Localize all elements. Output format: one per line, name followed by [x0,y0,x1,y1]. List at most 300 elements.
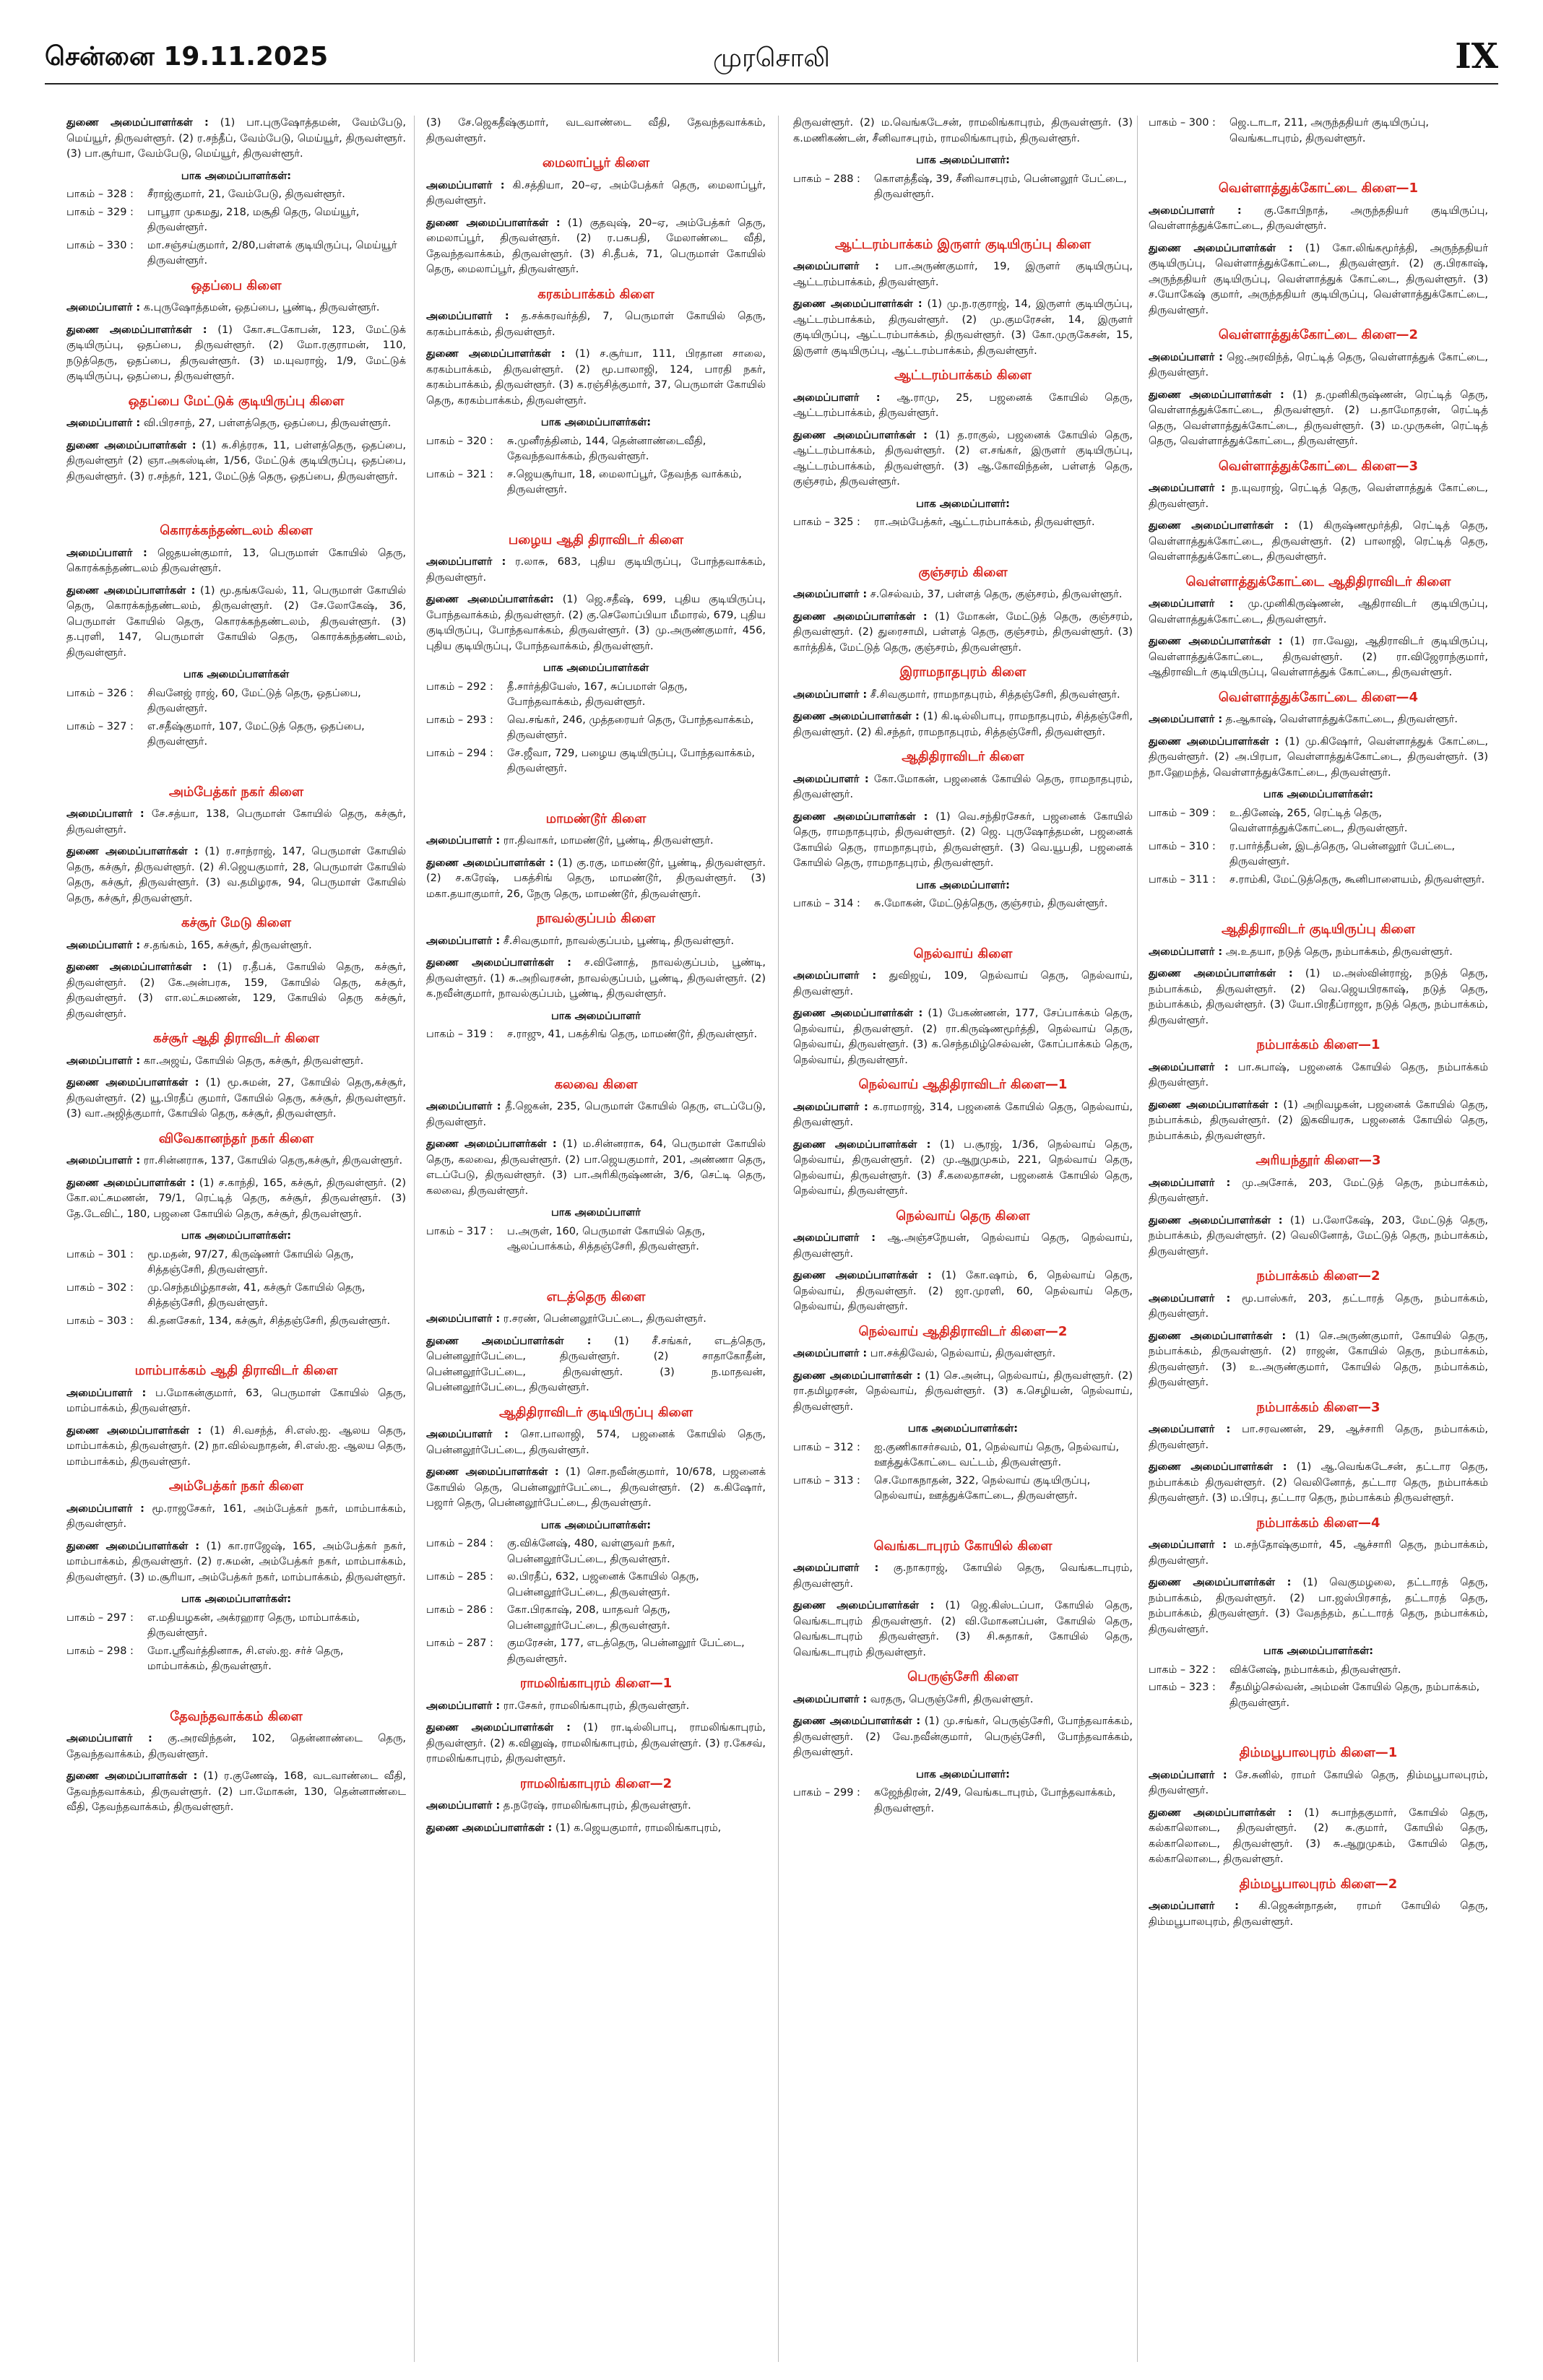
office-bearer-paragraph [1149,519,1488,566]
role-label: துணை அமைப்பாளர்கள் : [66,117,209,129]
booth-entry [1149,116,1488,147]
branch-heading: இராமநாதபுரம் கிளை [899,665,1026,680]
role-label: துணை அமைப்பாளர்கள் : [426,957,571,969]
office-bearer-paragraph [426,934,766,950]
role-label: அமைப்பாளர் : [793,688,868,701]
booth-details: கு.விக்னேஷ், 480, வள்ளுவர் நகர், பென்னலூர்பேட்டை, திருவள்ளூர். [507,1538,675,1565]
role-label: அமைப்பாளர் : [426,311,509,322]
booth-entry [66,238,406,269]
office-bearer-paragraph [793,297,1133,359]
office-bearer-paragraph [1149,1098,1488,1145]
role-label: துணை அமைப்பாளர்கள் : [426,857,554,869]
booth-entry [426,1536,766,1567]
names-text: பா.சக்திவேல், நெல்வாய், திருவள்ளூர். [867,1348,1056,1359]
office-bearer-paragraph [66,416,406,432]
booth-details: கோ.பிரகாஷ், 208, யாதவர் தெரு, பென்னலூர்பேட்டை, திருவள்ளூர். [507,1604,670,1632]
office-bearer-paragraph [793,1692,1133,1708]
branch-heading: ஆதிதிராவிடர் குடியிருப்பு கிளை [1222,922,1415,937]
office-bearer-paragraph [426,1427,766,1458]
names-text: ச.தங்கம், 165, கச்சூர், திருவள்ளூர். [140,939,312,951]
office-bearer-paragraph [426,309,766,340]
role-label: அமைப்பாளர் : [66,1387,147,1399]
booth-subheading: பாக அமைப்பாளர்கள் [183,669,290,680]
branch-section [426,1405,766,1668]
role-label: துணை அமைப்பாளர்கள் : [66,1424,202,1437]
section-spacer [1149,149,1488,172]
booth-entry [1149,839,1488,870]
section-spacer [1149,890,1488,913]
role-label: துணை அமைப்பாளர்கள் : [66,1177,195,1189]
branch-section [66,1131,406,1330]
role-label: அமைப்பாளர் : [66,1733,152,1744]
branch-section [793,533,1133,657]
booth-entry [426,713,766,744]
branch-section [66,278,406,385]
booth-entry [793,896,1133,912]
booth-entry [426,680,766,711]
names-text: (1) சு.சித்ரரசு, 11, பள்ளத்தெரு, ஒதப்பை, திருவள்ளூர் (2) ஞா.அகஸ்டின், 1/56, மேட்டுக் குடியிருப்பு, ஒதப்பை, திருவள்ளூர். (3) ர.சந்தர், 121, மேட்டுத் தெரு, ஒதப்பை, திருவள்ளூர். [66,439,407,483]
booth-subheading: பாக அமைப்பாளர்கள் [543,662,649,674]
role-label: அமைப்பாளர் : [426,835,501,847]
role-label: அமைப்பாளர் : [793,589,868,600]
booth-details: விக்னேஷ், நம்பாக்கம், திருவள்ளூர். [1229,1663,1401,1676]
branch-section [66,116,406,269]
booth-details: ச.ஜெயசூர்யா, 18, மைலாப்பூர், தேவந்த வாக்கம், திருவள்ளூர். [507,468,742,496]
branch-heading: எடத்தெரு கிளை [546,1289,646,1304]
booth-number: பாகம் – 312 : [793,1441,860,1453]
masthead [0,0,1543,92]
role-label: துணை அமைப்பாளர்கள் : [1149,1214,1283,1226]
booth-details: ரா.அம்பேத்கர், ஆட்டரம்பாக்கம், திருவள்ளூர். [874,516,1095,528]
office-bearer-paragraph [793,1369,1133,1416]
names-text: ஜெதயன்குமார், 13, பெருமாள் கோயில் தெரு, கொரக்கந்தண்டலம் திருவள்ளூர். [66,547,406,574]
booth-entry [426,1570,766,1601]
office-bearer-paragraph [66,1054,406,1070]
names-text: (1) ரா.டில்லிபாபு, ராமலிங்காபுரம், திருவள்ளூர். (2) க.வினுஷ், ராமலிங்காபுரம், திருவள்ளூர். (3) ர.கேசவ், ராமலிங்காபுரம், திருவள்ளூர். [426,1722,766,1765]
role-label: அமைப்பாளர் : [1149,351,1223,363]
office-bearer-paragraph [1149,1422,1488,1453]
booth-entry [1149,873,1488,888]
booth-entry [426,1224,766,1255]
role-label: அமைப்பாளர் : [66,547,147,559]
office-bearer-paragraph [426,347,766,409]
booth-details: சீதமிழ்செல்வன், அம்மன் கோயில் தெரு, நம்பாக்கம், திருவள்ளூர். [1229,1682,1480,1709]
role-label: அமைப்பாளர் : [793,1101,868,1113]
booth-entry [793,172,1133,203]
booth-entry [793,1786,1133,1817]
column-4 [1149,116,1488,1937]
role-label: அமைப்பாளர் : [1149,483,1226,494]
branch-heading: வெள்ளாத்துக்கோட்டை கிளை—2 [1218,327,1419,342]
names-text: (1) மு.கிஷோர், வெள்ளாத்துக் கோட்டை, திருவள்ளூர். (2) அ.பிரபா, வெள்ளாத்துக்கோட்டை, திருவள்ளூர். (3) நா.ஹேமந்த், வெள்ளாத்துக்கோட்டை, திருவள்ளூர். [1149,735,1489,779]
booth-details: மு.செந்தமிழ்தாசன், 41, கச்சூர் கோயில் தெரு, சித்தஞ்சேரி, திருவள்ளூர். [147,1281,366,1309]
branch-heading: தேவந்தவாக்கம் கிளை [170,1708,303,1724]
booth-details: ச.ராம்கி, மேட்டுத்தெரு, கூனிபாளையம், திருவள்ளூர். [1229,873,1485,886]
branch-section [426,1045,766,1255]
role-label: துணை அமைப்பாளர்கள் : [1149,389,1284,401]
branch-section [1149,459,1488,566]
booth-details: குமரேசன், 177, எடத்தெரு, பென்னலூர் பேட்டை, திருவள்ளூர். [507,1637,745,1665]
booth-details: சு.மோகன், மேட்டுத்தெரு, குஞ்சரம், திருவள்ளூர். [874,898,1108,909]
booth-entry [66,1644,406,1675]
booth-details: செ.மோகநாதன், 322, நெல்வாய் குடியிருப்பு, நெல்வாய், ஊத்துக்கோட்டை, திருவள்ளூர். [874,1474,1091,1502]
branch-section [66,1479,406,1675]
office-bearer-paragraph [426,592,766,654]
branch-heading: நாவல்குப்பம் கிளை [536,911,656,926]
booth-subheading: பாக அமைப்பாளர்கள்: [181,1230,292,1242]
names-text: கு.அரவிந்தன், 102, தென்னாண்டை தெரு, தேவந்தவாக்கம், திருவள்ளூர். [66,1733,406,1760]
names-text: (1) ச.சூர்யா, 111, பிரதான சாலை, கரகம்பாக்கம், திருவள்ளூர். (2) மூ.பாலாஜி, 124, பாரதி நகர், கரகம்பாக்கம், திருவள்ளூர். (3) க.ரஞ்சித்குமார், 37, பெருமாள் கோயில் தெரு, கரகம்பாக்கம், திருவள்ளூர். [426,348,766,407]
branch-heading: பெருஞ்சேரி கிளை [907,1669,1019,1684]
role-label: துணை அமைப்பாளர்கள் : [793,1369,921,1382]
booth-number: பாகம் – 293 : [426,714,493,726]
role-label: துணை அமைப்பாளர்கள் : [1149,242,1293,254]
booth-number: பாகம் – 329 : [66,206,134,218]
office-bearer-paragraph [66,1502,406,1533]
names-text: ரா.சின்னராசு, 137, கோயில் தெரு,கச்சூர், திருவள்ளூர். [140,1155,403,1167]
names-text: (1) த.ராகுல், பஜனைக் கோயில் தெரு, ஆட்டரம்பாக்கம், திருவள்ளூர். (2) எ.சங்கர், இருளர் குடியிருப்பு, ஆட்டரம்பாக்கம், திருவள்ளூர். (3) ஆ.கோவிந்தன், பள்ளத் தெரு, குஞ்சரம், திருவள்ளூர். [793,429,1133,488]
names-text: பா.சுபாஷ், பஜனைக் கோயில் தெரு, நம்பாக்கம் திருவள்ளூர். [1149,1061,1488,1089]
branch-section [426,1776,766,1837]
branch-section [793,1077,1133,1200]
office-bearer-paragraph [426,834,766,849]
office-bearer-paragraph [66,960,406,1022]
office-bearer-paragraph [1149,1329,1488,1391]
names-text: மு.முனிகிருஷ்ணன், ஆதிராவிடர் குடியிருப்பு, வெள்ளாத்துக்கோட்டை, திருவள்ளூர். [1149,598,1488,626]
office-bearer-paragraph [66,546,406,577]
branch-heading: ஒதப்பை மேட்டுக் குடியிருப்பு கிளை [128,393,345,409]
branch-section [426,1676,766,1767]
section-spacer [426,1258,766,1281]
names-text: (1) கா.ராஜேஷ், 165, அம்பேத்கர் நகர், மாம்பாக்கம், திருவள்ளூர். (2) ர.சுமன், அம்பேத்கர் நகர், மாம்பாக்கம், திருவள்ளூர். (3) ம.சூரியா, அம்பேத்கர் நகர், மாம்பாக்கம், திருவள்ளூர். [66,1540,406,1583]
booth-entry [426,1027,766,1043]
booth-entry [66,1611,406,1642]
branch-section [793,1208,1133,1315]
office-bearer-paragraph [66,1176,406,1223]
office-bearer-paragraph [66,807,406,838]
booth-entry [66,686,406,717]
section-spacer [793,914,1133,938]
office-bearer-paragraph [793,610,1133,657]
names-text: வி.பிரசாந், 27, பள்ளத்தெரு, ஒதப்பை, திருவள்ளூர். [140,417,392,429]
names-text: (1) ஜெ.கிஸ்டப்பா, கோயில் தெரு, வெங்கடாபுரம் திருவள்ளூர். (2) வி.மோகனப்பன், கோயில் தெரு, வெங்கடாபுரம் திருவள்ளூர். (3) சி.சுதாகர், கோயில் தெரு, வெங்கடாபுரம் திருவள்ளூர். [793,1600,1133,1658]
booth-subheading: பாக அமைப்பாளர்கள்: [181,170,292,182]
section-spacer [426,1045,766,1068]
role-label: துணை அமைப்பாளர்கள் : [426,217,561,229]
role-label: அமைப்பாளர் : [66,808,144,820]
names-text: த.நரேஷ், ராமலிங்காபுரம், திருவள்ளூர். [500,1800,691,1812]
names-text: ரா.சேகர், ராமலிங்காபுரம், திருவள்ளூர். [500,1700,690,1712]
role-label: அமைப்பாளர் : [1149,204,1242,217]
branch-heading: மாம்பாக்கம் ஆதி திராவிடர் கிளை [134,1363,338,1378]
branch-heading: வெள்ளாத்துக்கோட்டை ஆதிதிராவிடர் கிளை [1185,574,1451,589]
office-bearer-paragraph [66,844,406,906]
branch-heading: நெல்வாய் கிளை [913,945,1013,961]
role-label: துணை அமைப்பாளர்கள் : [1149,735,1279,748]
names-text: ர.லாசு, 683, புதிய குடியிருப்பு, போந்தவாக்கம், திருவள்ளூர். [426,556,766,584]
booth-details: மோ.ஸ்ரீவர்த்தினாசு, சி.எஸ்.ஐ. சர்ச் தெரு, மாம்பாக்கம், திருவள்ளூர். [147,1645,344,1672]
office-bearer-paragraph [1149,712,1488,728]
role-label: அமைப்பாளர் : [426,1313,501,1325]
booth-number: பாகம் – 320 : [426,435,493,447]
office-bearer-paragraph [793,810,1133,872]
names-text: (1) பேகண்ணன், 177, சேப்பாக்கம் தெரு, நெல்வாய், திருவள்ளூர். (2) ரா.கிருஷ்ணமூர்த்தி, நெல்வாய் தெரு, நெல்வாய், திருவள்ளூர். (3) க.செந்தமிழ்செல்வன், கோப்பாக்கம் தெரு, நெல்வாய், திருவள்ளூர். [793,1008,1133,1066]
names-text: (1) சி.வசந்த், சி.எஸ்.ஐ. ஆலய தெரு, மாம்பாக்கம், திருவள்ளூர். (2) நா.வில்வநாதன், சி.எஸ்.ஐ. ஆலய தெரு, மாம்பாக்கம், திருவள்ளூர். [66,1424,406,1468]
booth-number: பாகம் – 300 : [1149,117,1216,129]
role-label: அமைப்பாளர் : [1149,945,1223,958]
branch-section [66,491,406,750]
office-bearer-paragraph [426,856,766,903]
branch-heading: விவேகானந்தர் நகர் கிளை [158,1130,314,1146]
role-label: துணை அமைப்பாளர்கள் : [426,1466,559,1478]
role-label: துணை அமைப்பாளர்கள் : [793,1600,935,1611]
role-label: அமைப்பாளர் : [66,417,141,429]
names-text: (1) ம.அஸ்வின்ராஜ், நடுத் தெரு, நம்பாக்கம், திருவள்ளூர். (2) வெ.ஜெயபிரகாஷ், நடுத் தெரு, நம்பாக்கம், திருவள்ளூர். (3) யோ.பிரதீப்ராஜா, நடுத் தெரு, நம்பாக்கம், திருவள்ளூர். [1149,968,1488,1026]
role-label: துணை அமைப்பாளர்கள் : [1149,1577,1292,1588]
office-bearer-paragraph [66,1386,406,1417]
office-bearer-paragraph [66,1539,406,1586]
booth-details: சீராஜ்குமார், 21, வேம்பேடு, திருவள்ளூர். [147,189,345,200]
names-text: (1) த.முனிகிருஷ்ணன், ரெட்டித் தெரு, வெள்ளாத்துக்கோட்டை, திருவள்ளூர். (2) ப.தாமோதரன், ரெட்டித் தெரு, வெள்ளாத்துக்கோட்டை, திருவள்ளூர். (3) ம.முருகன், ரெட்டித் தெரு, வெள்ளாத்துக்கோட்டை, திருவள்ளூர். [1149,389,1488,447]
names-text: (1) ப.சூரஜ், 1/36, நெல்வாய் தெரு, நெல்வாய், திருவள்ளூர். (2) மு.ஆறுமுகம், 221, நெல்வாய் தெரு, நெல்வாய், திருவள்ளூர். (3) சீ.கலைதாசன், பஜனைக் கோயில் தெரு, நெல்வாய், திருவள்ளூர். [793,1138,1133,1197]
section-spacer [1149,1713,1488,1736]
office-bearer-paragraph [426,1821,766,1837]
booth-entry [66,205,406,236]
booth-entry [426,1636,766,1667]
role-label: துணை அமைப்பாளர்கள் : [66,439,196,451]
names-text: பா.சரவணன், 29, ஆச்சாரி தெரு, நம்பாக்கம், திருவள்ளூர். [1149,1424,1488,1451]
booth-subheading: பாக அமைப்பாளர்கள்: [540,417,652,428]
branch-section [1149,1153,1488,1260]
booth-details: ஜெ.டாடா, 211, அருந்ததியர் குடியிருப்பு, வெங்கடாபுரம், திருவள்ளூர். [1229,117,1429,144]
role-label: துணை அமைப்பாளர்கள் : [66,1540,200,1552]
booth-entry [66,719,406,750]
office-bearer-paragraph [426,1312,766,1328]
booth-number: பாகம் – 287 : [426,1637,493,1649]
names-text: க.ராமராஜ், 314, பஜனைக் கோயில் தெரு, நெல்வாய், திருவள்ளூர். [793,1101,1133,1128]
office-bearer-paragraph [793,688,1133,704]
branch-heading: அம்பேத்கர் நகர் கிளை [168,1479,304,1494]
role-label: துணை அமைப்பாளர்கள் : [66,1077,199,1089]
office-bearer-paragraph [66,1154,406,1169]
booth-entry [426,746,766,777]
booth-entry [66,187,406,203]
role-label: அமைப்பாளர் : [1149,1292,1231,1304]
column-divider [414,116,415,2362]
booth-details: கொளத்தீஷ், 39, சீனிவாசபுரம், பென்னலூர் பேட்டை, திருவள்ளூர். [874,173,1127,200]
branch-heading: மாமண்டூர் கிளை [545,810,647,826]
booth-subheading: பாக அமைப்பாளர்கள்: [1263,1645,1374,1657]
role-label: அமைப்பாளர் : [793,1693,868,1705]
office-bearer-paragraph [66,438,406,485]
booth-details: சே.ஜீவா, 729, பழைய குடியிருப்பு, போந்தவாக்கம், திருவள்ளூர். [507,747,755,774]
branch-section [66,753,406,907]
office-bearer-paragraph [793,391,1133,422]
role-label: துணை அமைப்பாளர்கள் : [426,1822,553,1834]
office-bearer-paragraph [793,1346,1133,1362]
role-label: அமைப்பாளர் : [426,1800,501,1812]
booth-details: சிவனேஜ் ராஜ், 60, மேட்டுத் தெரு, ஒதப்பை, திருவள்ளூர். [147,687,361,714]
branch-heading: நம்பாக்கம் கிளை—4 [1256,1515,1380,1531]
office-bearer-paragraph [793,1100,1133,1131]
branch-heading: திம்மபூபாலபுரம் கிளை—2 [1239,1876,1398,1892]
branch-section [793,1669,1133,1817]
branch-section [793,914,1133,1069]
branch-heading: கச்சூர் ஆதி திராவிடர் கிளை [152,1031,320,1046]
names-text: ச.வினோத், நாவல்குப்பம், பூண்டி, திருவள்ளூர். (1) சு.அறிவரசன், நாவல்குப்பம், பூண்டி, திருவள்ளூர். (2) க.நவீன்குமார், நாவல்குப்பம், பூண்டி, திருவள்ளூர். [426,957,766,1000]
office-bearer-paragraph [66,116,406,163]
names-text: ஆ.ராமு, 25, பஜனைக் கோயில் தெரு, ஆட்டரம்பாக்கம், திருவள்ளூர். [793,391,1133,419]
names-text: வரதரு, பெருஞ்சேரி, திருவள்ளூர். [867,1693,1034,1705]
booth-number: பாகம் – 284 : [426,1538,493,1549]
booth-entry [1149,806,1488,837]
role-label: துணை அமைப்பாளர்கள் : [1149,520,1289,532]
branch-section [426,501,766,777]
names-text: (1) ம.சின்னராசு, 64, பெருமாள் கோயில் தெரு, கலவை, திருவள்ளூர். (2) பா.ஜெயகுமார், 201, அண்ணா தெரு, எடப்பேடு, திருவள்ளூர். (3) பா.அரிகிருஷ்ணன், 3/6, செட்டி தெரு, கலவை, திருவள்ளூர். [426,1138,766,1197]
names-text: மூ.பாஸ்கர், 203, தட்டாரத் தெரு, நம்பாக்கம், திருவள்ளூர். [1149,1292,1488,1320]
booth-details: ஐ.குணிகாசர்சவம், 01, நெல்வாய் தெரு, நெல்வாய், ஊத்துக்கோட்டை வட்டம், திருவள்ளூர். [874,1441,1120,1468]
branch-heading: திம்மபூபாலபுரம் கிளை—1 [1239,1745,1398,1760]
booth-number: பாகம் – 285 : [426,1571,493,1583]
branch-section [793,116,1133,203]
branch-section [1149,574,1488,681]
booth-subheading: பாக அமைப்பாளர் [550,1207,641,1219]
office-bearer-paragraph [1149,597,1488,628]
office-bearer-paragraph [1149,1176,1488,1207]
office-bearer-paragraph [793,1138,1133,1200]
role-label: அமைப்பாளர் : [1149,1061,1229,1073]
branch-heading: ராமலிங்காபுரம் கிளை—2 [519,1775,673,1791]
booth-entry [426,1603,766,1634]
role-label: அமைப்பாளர் : [1149,1424,1231,1435]
booth-details: ல.பிரதீப், 632, பஜனைக் கோயில் தெரு, பென்னலூர்பேட்டை, திருவள்ளூர். [507,1571,699,1598]
branch-heading: வெங்கடாபுரம் கோயில் கிளை [873,1538,1053,1554]
office-bearer-paragraph [793,1006,1133,1068]
booth-number: பாகம் – 322 : [1149,1663,1216,1676]
booth-subheading: பாக அமைப்பாளர் [550,1010,641,1022]
names-text: கி.சத்தியா, 20–ஏ, அம்பேத்கர் தெரு, மைலாப்பூர், திருவள்ளூர். [426,179,766,207]
branch-section [1149,1515,1488,1712]
office-bearer-paragraph [793,1561,1133,1592]
role-label: அமைப்பாளர் : [793,1348,868,1359]
office-bearer-paragraph [1149,1460,1488,1507]
office-bearer-paragraph [66,1076,406,1122]
role-label: துணை அமைப்பாளர்கள் : [793,810,928,823]
names-text: ம.சந்தோஷ்குமார், 45, ஆச்சாரி தெரு, நம்பாக்கம், திருவள்ளூர். [1149,1539,1488,1567]
booth-details: மூ.மதன், 97/27, கிருஷ்ணர் கோயில் தெரு, சித்தஞ்சேரி, திருவள்ளூர். [147,1248,354,1276]
branch-section [426,155,766,278]
booth-number: பாகம் – 299 : [793,1787,860,1799]
role-label: துணை அமைப்பாளர்கள் : [793,610,928,623]
office-bearer-paragraph [1149,204,1488,235]
role-label: துணை அமைப்பாளர்கள் : [66,846,199,857]
names-text: (1) ப.லோகேஷ், 203, மேட்டுத் தெரு, நம்பாக்கம், திருவள்ளூர். (2) வெலினோத், மேட்டுத் தெரு, நம்பாக்கம், திருவள்ளூர். [1149,1214,1489,1258]
names-text: (1) கி.டில்லிபாபு, ராமநாதபுரம், சித்தஞ்சேரி, திருவள்ளூர். (2) கி.சந்தர், ராமநாதபுரம், சித்தஞ்சேரி, திருவள்ளூர். [793,711,1133,738]
office-bearer-paragraph [426,1334,766,1396]
names-text: (1) மோகன், மேட்டுத் தெரு, குஞ்சரம், திருவள்ளூர். (2) துரைசாமி, பள்ளத் தெரு, குஞ்சரம், திருவள்ளூர். (3) கார்த்திக், மேட்டுத் தெரு, குஞ்சரம், திருவள்ளூர். [793,610,1133,654]
booth-number: பாகம் – 326 : [66,687,134,699]
names-text: சொ.பாலாஜி, 574, பஜனைக் கோயில் தெரு, பென்னலூர்பேட்டை, திருவள்ளூர். [426,1429,766,1456]
branch-section [1149,1037,1488,1144]
role-label: அமைப்பாளர் : [793,970,877,982]
branch-heading: நெல்வாய் தெரு கிளை [896,1208,1030,1224]
booth-number: பாகம் – 294 : [426,747,493,759]
names-text: ப.மோகன்குமார், 63, பெருமாள் கோயில் தெரு, மாம்பாக்கம், திருவள்ளூர். [66,1387,406,1414]
names-text: (3) சே.ஜெகதீஷ்குமார், வடவாண்டை வீதி, தேவந்தவாக்கம், திருவள்ளூர். [426,117,766,144]
branch-section [66,915,406,1022]
names-text: (1) கோ.லிங்கமூர்த்தி, அருந்ததியர் குடியிருப்பு, வெள்ளாத்துக்கோட்டை, திருவள்ளூர். (2) கு.பிரகாஷ், அருந்ததியர் குடியிருப்பு, வெள்ளாத்துக் கோட்டை, திருவள்ளூர். (3) ச.யோகேஷ் குமார், அருந்ததியர் குடியிருப்பு, வெள்ளாத்துக்கோட்டை, திருவள்ளூர். [1149,242,1488,316]
booth-subheading: பாக அமைப்பாளர்கள்: [1263,789,1374,800]
office-bearer-paragraph [426,1721,766,1767]
names-text: (1) சுபாந்தகுமார், கோயில் தெரு, கல்காலொடை, திருவள்ளூர். (2) சு.குமார், கோயில் தெரு, கல்காலொடை, திருவள்ளூர். (3) சு.ஆறுமுகம், கோயில் தெரு, கல்காலொடை, திருவள்ளூர். [1149,1806,1488,1865]
column-3 [793,116,1133,1819]
office-bearer-paragraph [1149,388,1488,450]
office-bearer-paragraph [426,555,766,586]
booth-entry [66,1247,406,1278]
role-label: துணை அமைப்பாளர்கள் : [426,1722,571,1734]
column-divider [778,116,779,2362]
branch-heading: வெள்ளாத்துக்கோட்டை கிளை—4 [1218,689,1419,705]
names-text: (1) ச.காந்தி, 165, கச்சூர், திருவள்ளூர். (2) கோ.லட்சுமணன், 79/1, ரெட்டித் தெரு, கச்சூர், திருவள்ளூர். (3) தே.டேவிட், 180, பஜனை கோயில் தெரு, கச்சூர், திருவள்ளூர். [66,1177,406,1220]
office-bearer-paragraph [66,938,406,954]
office-bearer-paragraph [793,259,1133,290]
branch-heading: நம்பாக்கம் கிளை—3 [1256,1399,1380,1415]
branch-heading: ஆதிதிராவிடர் கிளை [902,749,1024,764]
office-bearer-paragraph [426,178,766,209]
office-bearer-paragraph [66,300,406,316]
branch-section [426,911,766,1043]
booth-entry [793,515,1133,531]
office-bearer-paragraph [1149,241,1488,319]
office-bearer-paragraph [426,116,766,147]
names-text: கு.கோபிநாத், அருந்ததியர் குடியிருப்பு, வெள்ளாத்துக்கோட்டை, திருவள்ளூர். [1149,204,1488,232]
role-label: அமைப்பாளர் : [1149,1900,1239,1912]
role-label: அமைப்பாளர் : [1149,598,1234,610]
names-text: (1) அறிவழகன், பஜனைக் கோயில் தெரு, நம்பாக்கம், திருவள்ளூர். (2) இகவியரசு, பஜனைக் கோயில் தெரு, நம்பாக்கம், திருவள்ளூர். [1149,1099,1488,1142]
names-text: (1) ஜெ.சதீஷ், 699, புதிய குடியிருப்பு, போந்தவாக்கம், திருவள்ளூர். (2) கு.செலோப்பியா மீமாரல், 679, புதிய குடியிருப்பு, போந்தவாக்கம், திருவள்ளூர். (3) மு.அருண்குமார், 456, புதிய குடியிருப்பு, போந்தவாக்கம், திருவள்ளூர். [426,594,766,652]
office-bearer-paragraph [793,1714,1133,1761]
branch-heading: ஆட்டரம்பாக்கம் கிளை [894,368,1032,383]
booth-entry [426,434,766,465]
office-bearer-paragraph [66,1424,406,1471]
office-bearer-paragraph [793,772,1133,803]
names-text: கு.நாகராஜ், கோயில் தெரு, வெங்கடாபுரம், திருவள்ளூர். [793,1562,1133,1590]
branch-heading: அம்பேத்கர் நகர் கிளை [168,784,304,800]
branch-section [1149,890,1488,1029]
branch-section [1149,690,1488,888]
branch-heading: அரியந்தூர் கிளை—3 [1255,1153,1381,1168]
page-number: IX [1455,36,1498,77]
names-text: ந.யுவராஜ், ரெட்டித் தெரு, வெள்ளாத்துக் கோட்டை, திருவள்ளூர். [1149,483,1489,510]
names-text: கா.அஜய், கோயில் தெரு, கச்சூர், திருவள்ளூர். [140,1055,364,1067]
office-bearer-paragraph [1149,350,1488,381]
role-label: துணை அமைப்பாளர்கள் : [793,711,920,722]
booth-entry [793,1440,1133,1471]
names-text: ஆ.அஞ்சநேயன், நெல்வாய் தெரு, நெல்வாய், திருவள்ளூர். [793,1232,1133,1260]
branch-section [66,1331,406,1470]
booth-number: பாகம் – 292 : [426,680,493,693]
names-text: மூ.ராஜசேகர், 161, அம்பேத்கர் நகர், மாம்பாக்கம், திருவள்ளூர். [66,1502,406,1530]
names-text: (1) கு.ரகு, மாமண்டூர், பூண்டி, திருவள்ளூர். (2) ச.கரேஷ், பகத்சிங் தெரு, மாமண்டூர், திருவள்ளூர். (3) மகா.தயாகுமார், 26, நேரு தெரு, மாமண்டூர், திருவள்ளூர். [426,857,766,900]
booth-subheading: பாக அமைப்பாளர்கள்: [540,1519,652,1531]
office-bearer-paragraph [1149,1575,1488,1637]
names-text: திருவள்ளூர். (2) ம.வெங்கடேசன், ராமலிங்காபுரம், திருவள்ளூர். (3) க.மணிகண்டன், சீனிவாசபுரம், ராமலிங்காபுரம், திருவள்ளூர். [793,117,1133,144]
names-text: (1) ரா.வேலு, ஆதிராவிடர் குடியிருப்பு, வெள்ளாத்துக்கோட்டை, திருவள்ளூர். (2) ரா.விஜேராந்குமார், ஆதிராவிடர் குடியிருப்பு, வெள்ளாத்துக் கோட்டை, திருவள்ளூர். [1149,636,1488,678]
branch-section [793,1324,1133,1505]
role-label: துணை அமைப்பாளர்கள் : [66,961,207,973]
booth-entry [793,1474,1133,1505]
role-label: துணை அமைப்பாளர்கள் : [1149,968,1293,979]
